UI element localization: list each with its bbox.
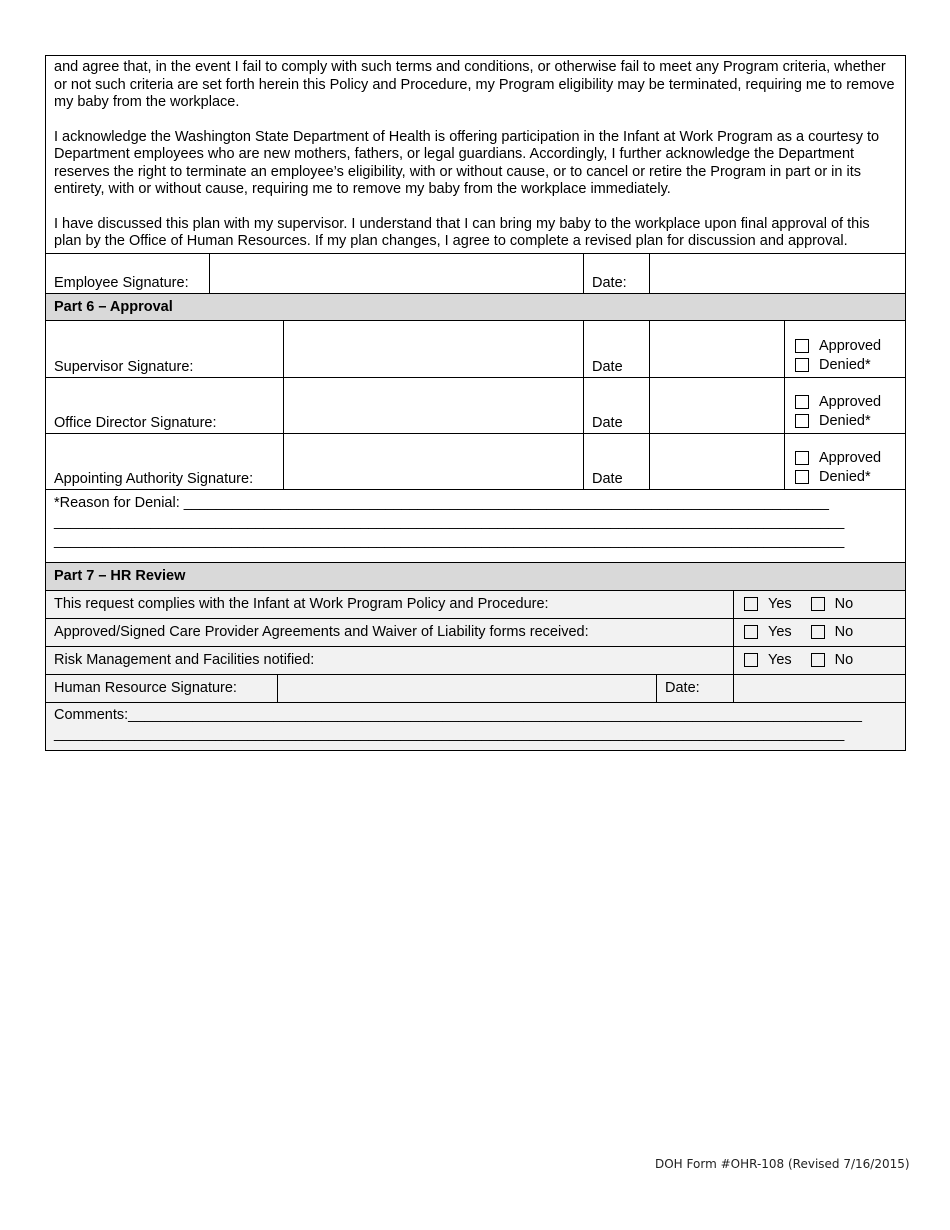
approval-form (45, 55, 906, 751)
comments-line: ___________________________________________________________________________________________ (128, 706, 862, 723)
office-director-date-field[interactable] (649, 378, 784, 433)
no-label: No (834, 624, 854, 640)
approved-checkbox[interactable] (795, 451, 809, 465)
yes-checkbox[interactable] (744, 653, 758, 667)
agreement-paragraph-1: and agree that, in the event I fail to comply with such terms and conditions, or otherwise fail to meet any Program criteria, whether or not such criteria are set forth herein this Policy and Procedure, my Program eligibility may be terminated, requiring me to remove my baby from the workplace. (54, 59, 895, 110)
denial-reason-field[interactable] (46, 489, 905, 562)
hr-review-yes-no (733, 647, 905, 674)
office-director-signature-label: Office Director Signature: (54, 414, 217, 431)
employee-signature-field[interactable] (209, 254, 583, 293)
appointing-authority-date-field[interactable] (649, 434, 784, 489)
yes-checkbox[interactable] (744, 597, 758, 611)
hr-review-question: Risk Management and Facilities notified: (54, 652, 315, 668)
hr-signature-field[interactable] (277, 675, 656, 702)
appointing-authority-decision (784, 434, 905, 489)
no-checkbox[interactable] (811, 653, 825, 667)
denial-line: __________________________________________________________________________________________________ (54, 532, 845, 549)
supervisor-date-field[interactable] (649, 321, 784, 377)
appointing-authority-date-label: Date (583, 434, 649, 489)
hr-review-question: Approved/Signed Care Provider Agreements and Waiver of Liability forms received: (54, 624, 589, 640)
office-director-date-label: Date (583, 378, 649, 433)
hr-review-row (46, 618, 905, 646)
supervisor-decision (784, 321, 905, 377)
yes-label: Yes (768, 652, 792, 668)
employee-signature-row (46, 253, 905, 293)
office-director-signature-field[interactable] (283, 378, 583, 433)
comments-label: Comments: (54, 706, 129, 723)
hr-review-question: This request complies with the Infant at Work Program Policy and Procedure: (54, 596, 549, 612)
employee-date-label: Date: (583, 254, 649, 293)
yes-checkbox[interactable] (744, 625, 758, 639)
yes-label: Yes (768, 596, 792, 612)
hr-review-yes-no (733, 619, 905, 646)
hr-date-label: Date: (656, 675, 733, 702)
part6-header: Part 6 – Approval (46, 293, 905, 321)
supervisor-date-label: Date (583, 321, 649, 377)
denial-line: __________________________________________________________________________________________________ (54, 513, 845, 530)
approved-label: Approved (819, 338, 882, 354)
no-checkbox[interactable] (811, 625, 825, 639)
approved-label: Approved (819, 394, 882, 410)
hr-review-row (46, 646, 905, 674)
denial-line: ________________________________________________________________________________ (183, 494, 829, 511)
appointing-authority-signature-field[interactable] (283, 434, 583, 489)
agreement-paragraph-2: I acknowledge the Washington State Department of Health is offering participation in the Infant at Work Program as a courtesy to Department employees who are new mothers, fathers, or legal guardians. Accordingly, I further acknowledge the Department reserves the right to terminate an employee’s eligibility, with or without cause, or to cancel or retire the Program in part or in its entirety, with or without cause, requiring me to remove my baby from the workplace immediately. (54, 128, 880, 197)
comments-field[interactable] (46, 702, 905, 750)
denied-checkbox[interactable] (795, 358, 809, 372)
no-label: No (834, 652, 854, 668)
denied-label: Denied* (819, 469, 871, 485)
form-number-footer: DOH Form #OHR-108 (Revised 7/16/2015) (655, 1157, 910, 1171)
comments-line: __________________________________________________________________________________________________ (54, 725, 845, 742)
approved-checkbox[interactable] (795, 395, 809, 409)
employee-date-field[interactable] (649, 254, 905, 293)
supervisor-approval-row (46, 321, 905, 377)
denied-checkbox[interactable] (795, 414, 809, 428)
agreement-paragraph-3: I have discussed this plan with my supervisor. I understand that I can bring my baby to the workplace upon final approval of this plan by the Office of Human Resources. If my plan changes, I agree to complete a revised plan for discussion and approval. (54, 215, 870, 249)
approved-checkbox[interactable] (795, 339, 809, 353)
appointing-authority-signature-label: Appointing Authority Signature: (54, 470, 254, 487)
denied-label: Denied* (819, 413, 871, 429)
hr-signature-label: Human Resource Signature: (54, 680, 237, 696)
office-director-approval-row (46, 377, 905, 433)
no-checkbox[interactable] (811, 597, 825, 611)
office-director-decision (784, 378, 905, 433)
denied-label: Denied* (819, 357, 871, 373)
hr-review-yes-no (733, 591, 905, 618)
hr-date-field[interactable] (733, 675, 905, 702)
agreement-text (46, 56, 905, 253)
appointing-authority-approval-row (46, 433, 905, 489)
denial-reason-label: *Reason for Denial: (54, 494, 180, 511)
supervisor-signature-field[interactable] (283, 321, 583, 377)
hr-review-row (46, 590, 905, 618)
yes-label: Yes (768, 624, 792, 640)
part7-header: Part 7 – HR Review (46, 562, 905, 590)
hr-signature-row (46, 674, 905, 702)
supervisor-signature-label: Supervisor Signature: (54, 358, 194, 375)
no-label: No (834, 596, 854, 612)
employee-signature-label: Employee Signature: (54, 274, 189, 291)
denied-checkbox[interactable] (795, 470, 809, 484)
approved-label: Approved (819, 450, 882, 466)
